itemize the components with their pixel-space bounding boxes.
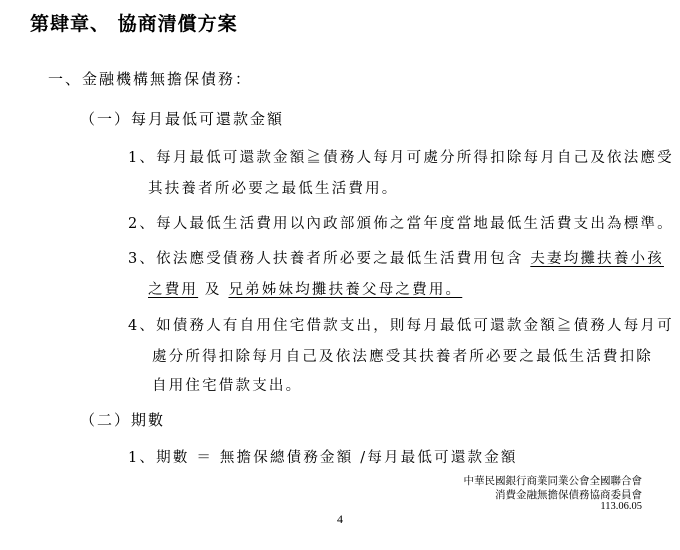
item-4-line-1: 4、如債務人有自用住宅借款支出，則每月最低可還款金額≧債務人每月可 bbox=[128, 318, 674, 334]
item-3-underlined-spouse: 夫妻均攤扶養小孩 bbox=[530, 251, 664, 267]
footer-committee: 消費金融無擔保債務協商委員會 bbox=[495, 490, 642, 501]
footer-org: 中華民國銀行商業同業公會全國聯合會 bbox=[463, 476, 642, 487]
item-3-text: 3、依法應受債務人扶養者所必要之最低生活費用包含 bbox=[128, 251, 531, 267]
section-heading: 一、金融機構無擔保債務： bbox=[48, 70, 253, 88]
subsection-heading-min-repayment: （一）每月最低可還款金額 bbox=[80, 110, 285, 128]
subsection-heading-periods: （二）期數 bbox=[80, 411, 166, 429]
item-4-line-3: 自用住宅借款支出。 bbox=[152, 378, 303, 394]
item-3-line-1 bbox=[128, 247, 664, 268]
item-3-underlined-siblings: 兄弟姊妹均攤扶養父母之費用。 bbox=[228, 282, 463, 298]
item-1-line-1: 1、每月最低可還款金額≧債務人每月可處分所得扣除每月自己及依法應受 bbox=[128, 150, 674, 166]
periods-formula: 1、期數 ＝ 無擔保總債務金額 /每月最低可還款金額 bbox=[128, 450, 518, 466]
page-number: 4 bbox=[337, 512, 343, 526]
item-3-and: 及 bbox=[198, 282, 229, 298]
item-3-line-2 bbox=[148, 278, 462, 299]
item-4-line-2: 處分所得扣除每月自己及依法應受其扶養者所必要之最低生活費扣除 bbox=[152, 349, 653, 365]
chapter-title: 第肆章、 協商清償方案 bbox=[30, 13, 238, 35]
item-2-line-1: 2、每人最低生活費用以內政部頒佈之當年度當地最低生活費支出為標準。 bbox=[128, 216, 674, 232]
item-1-line-2: 其扶養者所必要之最低生活費用。 bbox=[148, 181, 399, 197]
footer-date: 113.06.05 bbox=[600, 501, 642, 512]
item-3-underlined-cost: 之費用 bbox=[148, 282, 199, 298]
